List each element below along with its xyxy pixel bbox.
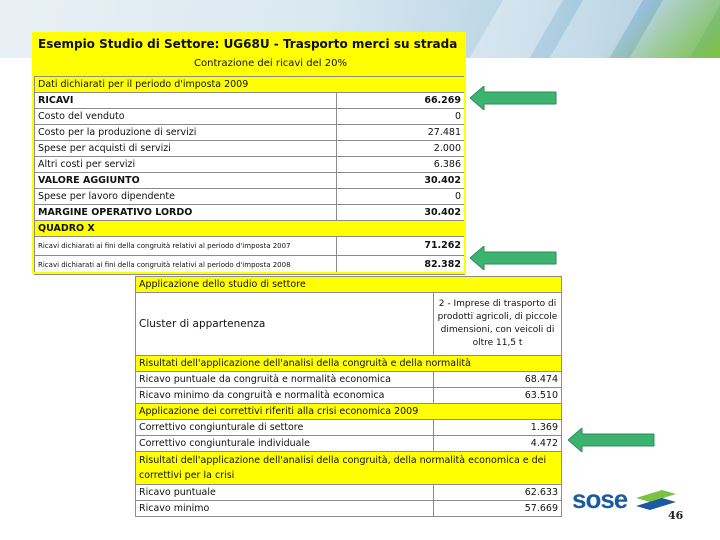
table-row: VALORE AGGIUNTO 30.402 <box>35 173 465 189</box>
quadro-header: QUADRO X <box>35 221 465 237</box>
table2-header: Applicazione dello studio di settore <box>136 277 562 293</box>
arrow-left-icon <box>470 246 560 270</box>
table-row: Correttivo congiunturale individuale 4.472 <box>136 436 562 452</box>
table-row: Spese per acquisti di servizi 2.000 <box>35 141 465 157</box>
section3-header: Risultati dell'applicazione dell'analisi della congruità, della normalità economica e dei correttivi per la crisi <box>136 452 562 485</box>
table-row: Ricavi dichiarati ai fini della congruità relativi al periodo d'imposta 2008 82.382 <box>35 256 465 275</box>
table-row: Ricavo minimo 57.669 <box>136 501 562 517</box>
section1-header: Risultati dell'applicazione dell'analisi della congruità e della normalità <box>136 356 562 372</box>
sector-study-table <box>135 276 562 517</box>
table1-header: Dati dichiarati per il periodo d'imposta 2009 <box>35 77 465 93</box>
section2-header: Applicazione dei correttivi riferiti alla crisi economica 2009 <box>136 404 562 420</box>
table-row: Ricavi dichiarati ai fini della congruità relativi al periodo d'imposta 2007 71.262 <box>35 237 465 256</box>
table-row: Costo del venduto 0 <box>35 109 465 125</box>
table-row: Ricavo puntuale da congruità e normalità economica 68.474 <box>136 372 562 388</box>
table-row: MARGINE OPERATIVO LORDO 30.402 <box>35 205 465 221</box>
table-row: Ricavo minimo da congruità e normalità economica 63.510 <box>136 388 562 404</box>
arrow-left-icon <box>568 428 658 452</box>
cluster-row: Cluster di appartenenza 2 - Imprese di trasporto di prodotti agricoli, di piccole dimensioni, con veicoli di oltre 11,5 t <box>136 293 562 356</box>
table-row: RICAVI 66.269 <box>35 93 465 109</box>
table-row: Correttivo congiunturale di settore 1.369 <box>136 420 562 436</box>
table-row: Altri costi per servizi 6.386 <box>35 157 465 173</box>
arrow-left-icon <box>470 86 560 110</box>
table-row: Spese per lavoro dipendente 0 <box>35 189 465 205</box>
table1-outline <box>32 32 466 274</box>
page-number: 46 <box>668 509 684 522</box>
slide-subtitle: Contrazione dei ricavi del 20% <box>194 58 347 69</box>
table-row: Ricavo puntuale 62.633 <box>136 485 562 501</box>
table-row: Costo per la produzione di servizi 27.481 <box>35 125 465 141</box>
slide-title: Esempio Studio di Settore: UG68U - Trasporto merci su strada <box>38 37 458 51</box>
sose-logo: sose <box>572 484 682 514</box>
